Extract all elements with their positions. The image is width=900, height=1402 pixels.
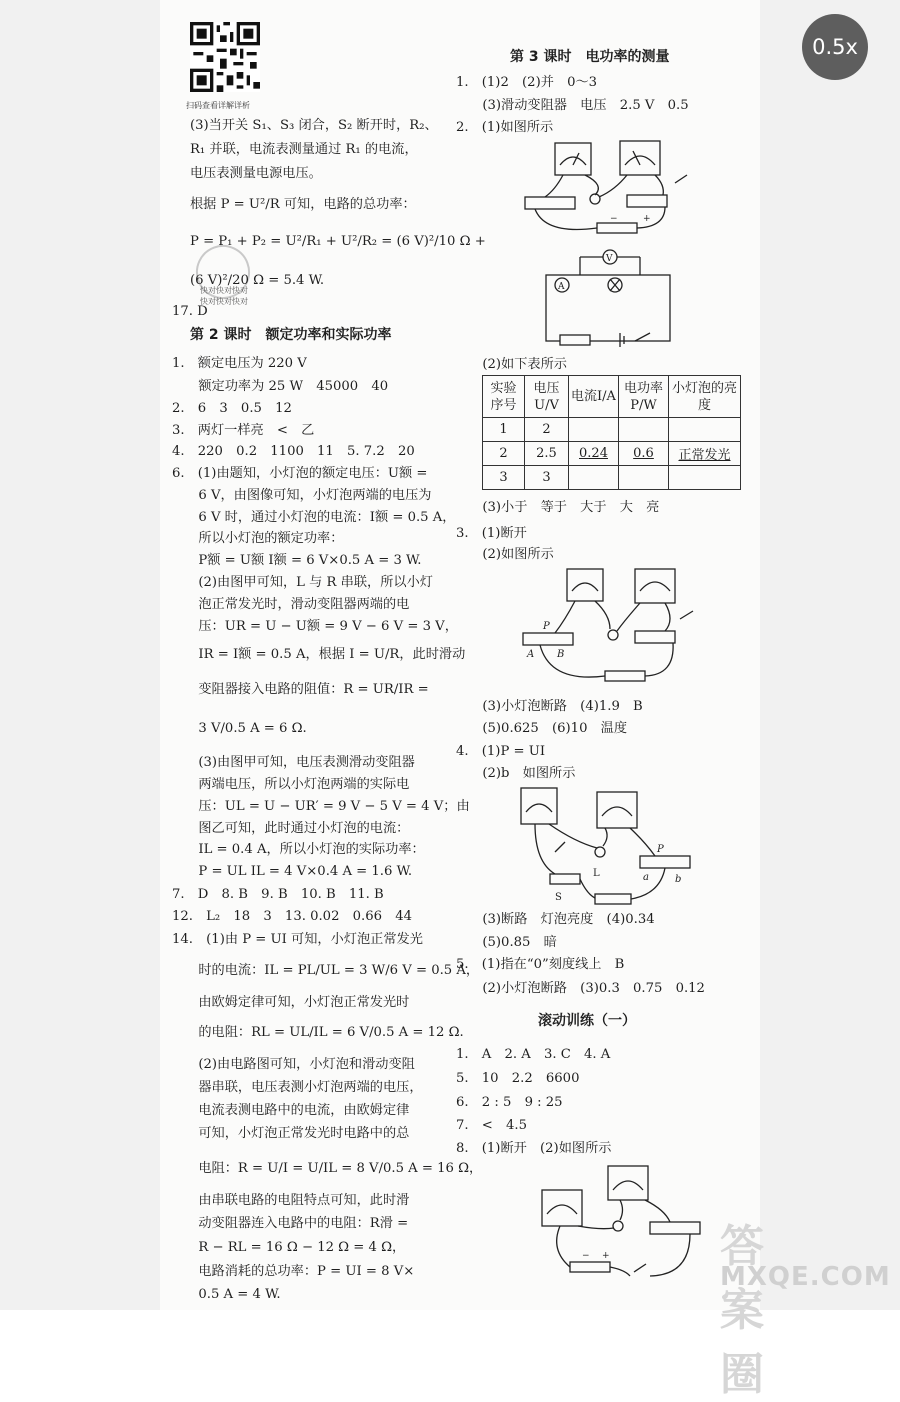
text-line: 6 V，由图像可知，小灯泡两端的电压为 — [172, 488, 432, 503]
text-line: 1. (1)2 (2)并 0～3 — [456, 75, 598, 90]
text-line: 电路消耗的总功率：P = UI = 8 V× — [172, 1264, 415, 1279]
text-line: (3)由图甲可知，电压表测滑动变阻器 — [172, 755, 415, 770]
table-header-cell: 电流I/A — [569, 376, 619, 418]
svg-text:−: − — [610, 214, 618, 224]
text-line: 的电阻：RL = UL/IL = 6 V/0.5 A = 12 Ω. — [172, 1025, 464, 1040]
text-line: 12. L₂ 18 3 13. 0.02 0.66 44 — [172, 909, 412, 924]
text-line: (3)断路 灯泡亮度 (4)0.34 — [456, 912, 655, 927]
text-line: 可知，小灯泡正常发光时电路中的总 — [172, 1126, 410, 1141]
qr-code-icon[interactable] — [190, 22, 260, 92]
text-line: (2)小灯泡断路 (3)0.3 0.75 0.12 — [456, 981, 705, 996]
figure-label: b — [675, 874, 682, 885]
circuit-schematic-q2 — [540, 247, 685, 350]
text-line: (5)0.85 暗 — [456, 935, 557, 950]
text-line: 6. 2 : 5 9 : 25 — [456, 1095, 563, 1110]
text-line: 根据 P = U²/R 可知，电路的总功率： — [190, 197, 416, 212]
figure-label: P — [543, 621, 550, 632]
qr-caption: 扫码查看详解详析 — [186, 101, 250, 110]
text-line: 电流表测电路中的电流，由欧姆定律 — [172, 1103, 410, 1118]
text-line: 电阻：R = U/I = U/IL = 8 V/0.5 A = 16 Ω， — [172, 1161, 483, 1176]
text-line: 14. (1)由 P = UI 可知，小灯泡正常发光 — [172, 932, 423, 947]
text-line: IR = I额 = 0.5 A，根据 I = U/R，此时滑动 — [172, 647, 466, 662]
text-line: 1. 额定电压为 220 V — [172, 356, 307, 371]
text-line: 3. 两灯一样亮 < 乙 — [172, 423, 315, 438]
text-line: 3. (1)断开 — [456, 526, 527, 541]
text-line: 4. 220 0.2 1100 11 5. 7.2 20 — [172, 444, 415, 459]
viewer-left-margin — [0, 0, 160, 1310]
text-line: 2. (1)如图所示 — [456, 120, 554, 135]
zoom-level-badge[interactable]: 0.5x — [802, 14, 868, 80]
text-line: (2)如下表所示 — [456, 357, 567, 372]
text-line: 1. A 2. A 3. C 4. A — [456, 1047, 611, 1062]
text-line: 泡正常发光时，滑动变阻器两端的电 — [172, 597, 410, 612]
text-line: 7. D 8. B 9. B 10. B 11. B — [172, 887, 384, 902]
text-line: IL = 0.4 A，所以小灯泡的实际功率： — [172, 842, 425, 857]
text-line: 由串联电路的电阻特点可知，此时滑 — [172, 1193, 410, 1208]
watermark-logo-text: 答案圈 — [720, 1221, 766, 1400]
figure-label: A — [527, 649, 535, 660]
table-header-cell: 电压U/V — [525, 376, 569, 418]
text-line: 动变阻器连入电路中的电阻：R滑 = — [172, 1216, 409, 1231]
text-line: (5)0.625 (6)10 温度 — [456, 721, 628, 736]
text-line: 额定功率为 25 W 45000 40 — [172, 379, 389, 394]
text-line: P = P₁ + P₂ = U²/R₁ + U²/R₂ = (6 V)²/10 Ω + — [190, 234, 486, 249]
text-line: 6 V 时，通过小灯泡的电流：I额 = 0.5 A， — [172, 510, 456, 525]
svg-text:A: A — [558, 282, 565, 292]
text-line: 所以小灯泡的额定功率： — [172, 531, 344, 546]
text-line: 两端电压，所以小灯泡两端的实际电 — [172, 777, 410, 792]
circuit-figure-rolling-q8 — [530, 1160, 715, 1290]
text-line: R − RL = 16 Ω − 12 Ω = 4 Ω， — [172, 1240, 406, 1255]
text-line: 7. < 4.5 — [456, 1118, 527, 1133]
table-row: 1 2 — [483, 418, 741, 442]
svg-text:+: + — [602, 1251, 610, 1261]
text-line: 0.5 A = 4 W. — [172, 1287, 281, 1302]
figure-label: B — [557, 649, 565, 660]
svg-text:+: + — [643, 214, 651, 224]
text-line: (3)滑动变阻器 电压 2.5 V 0.5 — [456, 98, 689, 113]
watermark-small: 快对快对快对 快对快对快对 — [200, 286, 248, 306]
text-line: (3)当开关 S₁、S₃ 闭合，S₂ 断开时，R₂、 — [190, 118, 438, 133]
table-header-cell: 电功率P/W — [619, 376, 669, 418]
text-line: 8. (1)断开 (2)如图所示 — [456, 1141, 612, 1156]
table-header-cell: 实验序号 — [483, 376, 525, 418]
section-heading-lesson-3: 第 3 课时 电功率的测量 — [510, 49, 670, 65]
text-line: P额 = U额 I额 = 6 V×0.5 A = 3 W. — [172, 553, 422, 568]
figure-label: L — [593, 868, 600, 879]
text-line: (2)b 如图所示 — [456, 766, 576, 781]
text-line: 器串联，电压表测小灯泡两端的电压， — [172, 1080, 423, 1095]
text-line: 压：UR = U − U额 = 9 V − 6 V = 3 V， — [172, 619, 458, 634]
section-heading-lesson-2: 第 2 课时 额定功率和实际功率 — [190, 327, 392, 343]
table-row: 2 2.5 0.24 0.6 正常发光 — [483, 442, 741, 466]
document-page — [160, 0, 766, 1400]
text-line: 由欧姆定律可知，小灯泡正常发光时 — [172, 995, 410, 1010]
text-line: 5. 10 2.2 6600 — [456, 1071, 580, 1086]
text-line: (2)由电路图可知，小灯泡和滑动变阻 — [172, 1057, 415, 1072]
circuit-figure-q4 — [515, 782, 700, 907]
results-table — [482, 375, 741, 490]
table-row: 3 3 — [483, 466, 741, 490]
figure-label: P — [657, 844, 664, 855]
text-line: 电压表测量电源电压。 — [190, 166, 322, 181]
text-line: (2)由图甲可知，L 与 R 串联，所以小灯 — [172, 575, 433, 590]
text-line: (2)如图所示 — [456, 547, 554, 562]
svg-text:V: V — [606, 254, 613, 264]
text-line: 图乙可知，此时通过小灯泡的电流： — [172, 821, 410, 836]
text-line: P = UL IL = 4 V×0.4 A = 1.6 W. — [172, 864, 413, 879]
text-line: 时的电流：IL = PL/UL = 3 W/6 V = 0.5 A， — [172, 963, 480, 978]
circuit-figure-q3 — [515, 565, 700, 690]
viewer-right-margin — [760, 0, 900, 1310]
text-line: 4. (1)P = UI — [456, 744, 546, 759]
circuit-figure-q2 — [515, 135, 700, 250]
text-line: (3)小灯泡断路 (4)1.9 B — [456, 699, 643, 714]
text-line: 5. (1)指在“0”刻度线上 B — [456, 957, 625, 972]
text-line: (3)小于 等于 大于 大 亮 — [456, 500, 660, 515]
text-line: R₁ 并联，电流表测量通过 R₁ 的电流， — [190, 142, 418, 157]
section-heading-rolling-practice: 滚动训练（一） — [538, 1013, 636, 1029]
text-line: 2. 6 3 0.5 12 — [172, 401, 292, 416]
text-line: (6 V)²/20 Ω = 5.4 W. — [190, 273, 325, 288]
table-header-cell: 小灯泡的亮度 — [669, 376, 741, 418]
text-line: 6. (1)由题知，小灯泡的额定电压：U额 = — [172, 466, 428, 481]
text-line: 压：UL = U − UR′ = 9 V − 5 V = 4 V；由 — [172, 799, 470, 814]
text-line: 3 V/0.5 A = 6 Ω. — [172, 721, 307, 736]
text-line: 变阻器接入电路的阻值：R = UR/IR = — [172, 682, 429, 697]
figure-label: a — [643, 872, 649, 883]
watermark-url: MXQE.COM — [720, 1262, 891, 1292]
answer-17: 17. D — [172, 304, 208, 319]
svg-text:−: − — [582, 1251, 590, 1261]
figure-label: S — [555, 892, 562, 903]
